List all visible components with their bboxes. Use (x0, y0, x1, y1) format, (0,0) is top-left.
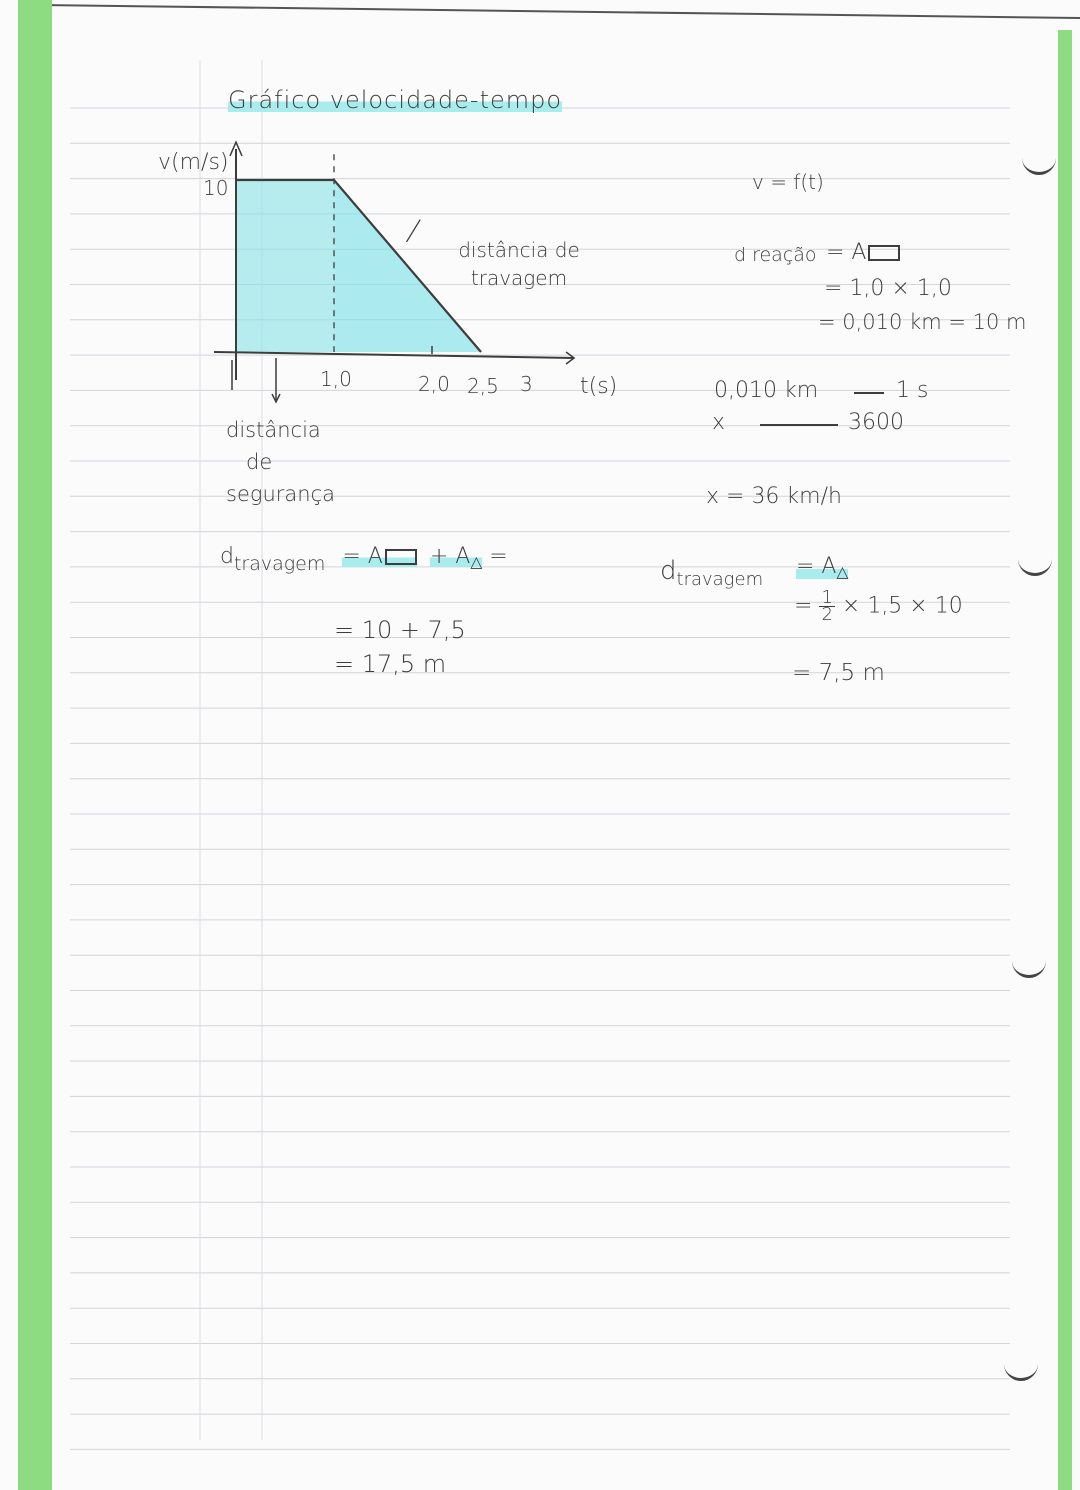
total-area-rect (342, 544, 416, 569)
total-distance-result: = 17,5 m (334, 650, 447, 678)
page-top-edge (40, 5, 1080, 18)
right-green-edge (1058, 30, 1072, 1490)
y-axis-label: v(m/s) (158, 150, 229, 175)
x-axis (214, 352, 574, 358)
braking-calc-rest: × 1,5 × 10 (841, 593, 963, 619)
reaction-distance-result: = 0,010 km = 10 m (818, 310, 1027, 334)
conversion-dash-1 (854, 392, 884, 394)
conversion-line1-left: 0,010 km (714, 378, 819, 403)
safety-distance-line2: de (246, 450, 273, 474)
fraction-numerator: 1 (821, 587, 833, 608)
total-distance-calc: = 10 + 7,5 (334, 616, 466, 644)
x-tick-2-5: 2,5 (467, 374, 499, 398)
braking-distance-calc (794, 587, 963, 625)
one-half-fraction (819, 587, 834, 625)
conversion-result: x = 36 km/h (706, 484, 842, 509)
total-area-rect-text: = A (342, 544, 383, 569)
x-tick-2: 2,0 (418, 372, 450, 396)
braking-distance-annotation (444, 236, 594, 292)
reaction-distance-calc: = 1,0 × 1,0 (824, 276, 952, 301)
conversion-line2-right: 3600 (848, 410, 904, 435)
fraction-denominator: 2 (821, 604, 833, 625)
x-tick-3: 3 (520, 372, 533, 396)
braking-d: d (660, 556, 677, 586)
total-d-subscript: travagem (233, 552, 326, 575)
conversion-dash-2 (760, 424, 838, 426)
reaction-distance-label: d reação (734, 244, 817, 266)
page-title: Gráfico velocidade-tempo (228, 86, 563, 114)
triangle-icon-2: △ (470, 553, 483, 571)
y-tick-10: 10 (203, 176, 229, 200)
total-eq-sign: = (489, 544, 508, 569)
x-axis-label: t(s) (580, 374, 618, 399)
total-area-tri-text: + A (429, 544, 471, 569)
braking-annotation-arrow (407, 220, 421, 242)
braking-area-text: = A (796, 554, 837, 579)
conversion-line2-left: x (712, 410, 726, 435)
braking-d-subscript: travagem (676, 569, 764, 591)
safety-distance-line1: distância (226, 418, 321, 442)
rectangle-icon (868, 245, 900, 261)
total-area-tri (430, 544, 482, 569)
braking-distance-result: = 7,5 m (792, 660, 885, 686)
reaction-area-shade (236, 180, 334, 352)
braking-distance-label (660, 556, 764, 591)
triangle-icon: △ (836, 563, 849, 581)
rectangle-icon-2 (385, 549, 417, 565)
braking-distance-text: distância de travagem (458, 238, 580, 290)
safety-distance-line3: segurança (226, 482, 335, 506)
total-d: d (220, 544, 234, 569)
reaction-area-text: = A (826, 240, 867, 265)
total-distance-expression (220, 544, 508, 575)
velocity-function: v = f(t) (752, 170, 824, 194)
x-tick-1: 1,0 (320, 367, 352, 391)
left-green-margin (18, 0, 52, 1490)
braking-distance-area (796, 554, 848, 581)
braking-calc-eq: = (794, 593, 813, 619)
conversion-line1-right: 1 s (896, 378, 929, 403)
reaction-distance-area (826, 240, 900, 265)
